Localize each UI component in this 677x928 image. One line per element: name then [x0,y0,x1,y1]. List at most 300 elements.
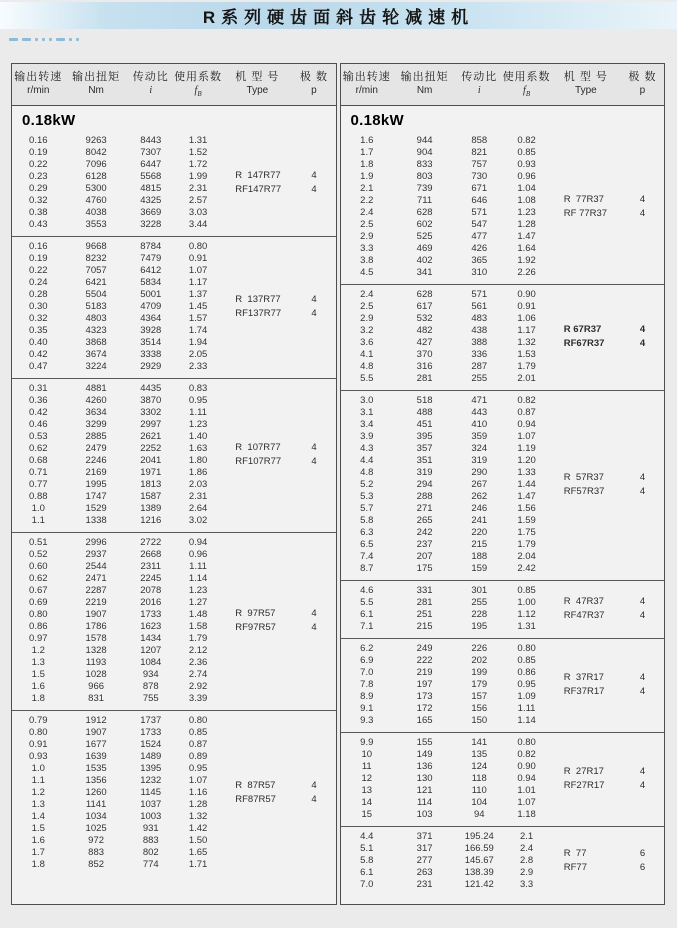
table-cell: 1.11 [189,561,207,572]
table-row [341,551,551,563]
table-row [341,207,551,219]
table-cell: 357 [416,443,433,454]
table-cell: 0.96 [517,171,536,182]
table-cell: 2.9 [360,313,374,324]
table-cell: 1912 [85,715,107,726]
table-cell: 602 [416,219,433,230]
table-cell: 5300 [85,183,107,194]
table-cell: 1.86 [188,467,208,478]
table-cell: 0.80 [517,643,536,654]
table-cell: 757 [471,159,488,170]
table-cell: 0.95 [188,395,208,406]
table-cell: 2041 [140,455,162,466]
table-cell: 1.00 [517,597,536,608]
table-cell: 1.47 [517,491,536,502]
table-row [341,231,551,243]
column-unit: Nm [416,84,433,96]
table-row [341,843,551,855]
table-cell: 1395 [140,763,162,774]
table-cell: 0.16 [29,241,48,252]
model-poles: 4 [311,308,317,319]
table-cell: 0.85 [517,147,536,158]
table-cell: 1.5 [31,823,45,834]
table-row [341,159,551,171]
table-cell: 0.24 [29,277,48,288]
model-name: R 77 [563,848,587,859]
table-cell: 410 [471,419,488,430]
table-cell: 1.20 [517,455,536,466]
table-cell: 1733 [140,727,162,738]
table-cell: 0.77 [29,479,48,490]
table-cell: 1737 [140,715,162,726]
table-cell: 0.60 [29,561,48,572]
table-cell: 195.24 [464,831,494,842]
table-cell: 1.3 [31,799,45,810]
model-row [551,338,664,350]
table-cell: 4.4 [360,831,374,842]
table-row [341,313,551,325]
table-cell: 2722 [140,537,162,548]
table-cell: 617 [416,301,433,312]
table-cell: 2544 [85,561,107,572]
table-cell: 1207 [140,645,162,656]
table-cell: 1.56 [517,503,536,514]
model-poles: 4 [639,338,646,349]
table-cell: 2.2 [360,195,374,206]
table-row [12,835,222,847]
page-title: R系列硬齿面斜齿轮减速机 [202,8,475,27]
model-poles: 4 [639,766,646,777]
table-cell: 8.9 [360,691,374,702]
table-row [12,479,222,491]
model-row [551,780,664,792]
table-cell: 2.8 [519,855,534,866]
table-row [341,219,551,231]
table-cell: 359 [471,431,488,442]
model-row [222,608,335,620]
table-cell: 1.74 [188,325,208,336]
table-cell: 0.95 [517,679,536,690]
table-cell: 0.94 [517,419,536,430]
table-cell: 5.5 [360,373,374,384]
model-poles: 4 [311,794,317,805]
table-row [341,737,551,749]
table-cell: 388 [471,337,488,348]
table-cell: 3514 [140,337,162,348]
model-poles: 4 [639,486,646,497]
table-cell: 4.5 [360,267,374,278]
table-cell: 3.3 [519,879,534,890]
table-cell: 9668 [85,241,107,252]
table-cell: 1434 [140,633,162,644]
table-cell: 12 [361,773,373,784]
model-row [222,170,335,182]
table-cell: 821 [471,147,488,158]
table-cell: 1529 [85,503,107,514]
table-cell: 561 [471,301,488,312]
spec-block [341,732,665,826]
model-row [551,672,664,684]
spec-block [341,284,665,390]
table-row [12,183,222,195]
model-poles: 4 [311,170,317,181]
column-unit: p [639,85,646,97]
table-cell: 883 [142,835,159,846]
table-cell: 2.4 [360,289,374,300]
table-cell: 1.53 [517,349,536,360]
table-row [341,419,551,431]
table-cell: 852 [88,859,105,870]
table-row [341,655,551,667]
table-cell: 0.40 [29,337,48,348]
table-cell: 4.4 [360,455,374,466]
model-poles: 6 [639,862,646,873]
table-row [12,715,222,727]
table-cell: 1.31 [188,135,208,146]
table-cell: 7096 [85,159,107,170]
table-cell: 1.9 [360,171,374,182]
model-row [222,184,335,196]
table-cell: 1.59 [517,515,536,526]
table-cell: 0.97 [29,633,48,644]
model-name: RF 77R37 [563,208,608,219]
table-cell: 2287 [85,585,107,596]
table-row [12,799,222,811]
table-cell: 802 [142,847,159,858]
table-row [12,219,222,231]
table-cell: 1.99 [188,171,208,182]
column-header-poles [621,71,664,97]
table-cell: 3.03 [188,207,208,218]
table-cell: 0.80 [29,609,48,620]
table-cell: 0.23 [29,171,48,182]
column-label: 极 数 [628,71,657,84]
table-cell: 3.1 [360,407,374,418]
table-cell: 0.28 [29,289,48,300]
table-cell: 1.23 [517,207,536,218]
table-cell: 287 [471,361,488,372]
page-header [0,2,677,29]
table-cell: 1677 [85,739,107,750]
table-cell: 5.7 [360,503,374,514]
table-cell: 1971 [140,467,162,478]
table-row [12,537,222,549]
table-cell: 4038 [85,207,107,218]
table-cell: 3.8 [360,255,374,266]
model-name: R 47R37 [563,596,604,607]
table-cell: 6128 [85,171,107,182]
table-cell: 9.9 [360,737,374,748]
table-cell: 4815 [140,183,162,194]
table-cell: 2.92 [188,681,208,692]
table-row [12,597,222,609]
table-row [341,361,551,373]
table-cell: 0.35 [29,325,48,336]
table-cell: 219 [416,667,433,678]
table-cell: 1995 [85,479,107,490]
table-cell: 262 [471,491,488,502]
table-row [12,159,222,171]
table-row [341,491,551,503]
model-row [551,208,664,220]
table-cell: 1.3 [31,657,45,668]
table-cell: 443 [471,407,488,418]
table-cell: 5001 [140,289,162,300]
model-row [551,686,664,698]
table-cell: 1.37 [188,289,208,300]
table-cell: 2937 [85,549,107,560]
table-cell: 3928 [140,325,162,336]
table-cell: 0.80 [29,727,48,738]
table-cell: 6.1 [360,609,374,620]
table-cell: 1.0 [31,763,45,774]
table-cell: 0.62 [29,573,48,584]
table-cell: 1.8 [31,693,45,704]
table-cell: 1.23 [188,419,208,430]
table-cell: 4.1 [360,349,374,360]
table-cell: 149 [416,749,433,760]
table-cell: 1535 [85,763,107,774]
table-cell: 471 [471,395,488,406]
table-cell: 1.52 [188,147,208,158]
table-cell: 228 [471,609,488,620]
table-row [12,313,222,325]
table-cell: 451 [416,419,433,430]
table-cell: 1216 [140,515,162,526]
table-cell: 319 [471,455,488,466]
table-header-left [12,64,336,106]
table-cell: 944 [416,135,433,146]
table-row [12,847,222,859]
table-cell: 0.67 [29,585,48,596]
table-cell: 2885 [85,431,107,442]
table-cell: 0.43 [29,219,48,230]
table-cell: 831 [88,693,105,704]
table-cell: 3299 [85,419,107,430]
table-cell: 1003 [140,811,162,822]
table-cell: 0.62 [29,443,48,454]
table-cell: 207 [416,551,433,562]
table-cell: 138.39 [464,867,494,878]
model-name: RF77 [563,862,587,873]
table-cell: 7.1 [360,621,374,632]
table-cell: 1.19 [517,443,536,454]
table-row [341,195,551,207]
table-cell: 4.6 [360,585,374,596]
table-cell: 251 [416,609,433,620]
table-cell: 1.09 [517,691,536,702]
table-row [341,301,551,313]
table-cell: 231 [416,879,433,890]
model-name: R 87R57 [235,780,276,791]
table-cell: 14 [361,797,373,808]
table-cell: 671 [471,183,488,194]
model-row [551,472,664,484]
table-row [12,301,222,313]
table-cell: 0.91 [517,301,536,312]
model-poles: 4 [639,610,646,621]
table-cell: 281 [416,597,433,608]
table-cell: 11 [361,761,372,772]
table-cell: 426 [471,243,488,254]
table-row [341,183,551,195]
table-cell: 2.26 [517,267,536,278]
table-cell: 2.01 [517,373,536,384]
table-cell: 1.16 [188,787,208,798]
table-cell: 1.48 [188,609,208,620]
table-cell: 1524 [140,739,162,750]
table-cell: 1389 [140,503,162,514]
table-header-right [341,64,665,106]
table-row [12,727,222,739]
table-cell: 3.6 [360,337,374,348]
table-cell: 2.64 [188,503,208,514]
model-poles: 4 [311,456,317,467]
table-cell: 755 [142,693,159,704]
table-row [12,775,222,787]
model-name: RF37R17 [563,686,605,697]
table-cell: 1.79 [517,539,536,550]
model-group [551,672,664,698]
table-cell: 1786 [85,621,107,632]
table-cell: 547 [471,219,488,230]
table-cell: 281 [416,373,433,384]
model-name: R 107R77 [235,442,281,453]
table-cell: 4260 [85,395,107,406]
table-cell: 0.86 [517,667,536,678]
model-row [551,324,664,336]
model-poles: 4 [311,780,317,791]
table-row [12,491,222,503]
model-poles: 4 [311,442,317,453]
table-cell: 2078 [140,585,162,596]
model-name: R 67R37 [563,324,602,335]
table-row [12,573,222,585]
table-cell: 1.79 [188,633,208,644]
table-cell: 0.90 [517,761,536,772]
table-row [341,879,551,891]
table-cell: 1.17 [517,325,536,336]
table-cell: 155 [416,737,433,748]
table-row [341,773,551,785]
model-poles: 4 [639,596,646,607]
table-row [12,503,222,515]
table-cell: 294 [416,479,433,490]
table-cell: 0.46 [29,419,48,430]
table-cell: 1.0 [31,503,45,514]
spec-block [12,378,336,532]
table-cell: 571 [471,207,488,218]
table-cell: 2.31 [188,491,208,502]
table-row [12,621,222,633]
table-cell: 2252 [140,443,162,454]
column-label: 使用系数 [502,70,551,83]
table-cell: 0.95 [188,763,208,774]
table-cell: 0.93 [29,751,48,762]
table-cell: 1.07 [188,265,208,276]
model-group [222,608,335,634]
column-label: 使用系数 [174,70,223,83]
table-cell: 934 [142,669,159,680]
table-row [341,643,551,655]
table-cell: 1.50 [188,835,208,846]
table-cell: 730 [471,171,488,182]
table-cell: 1193 [85,657,107,668]
model-row [222,780,335,792]
table-cell: 135 [471,749,488,760]
spec-block [12,710,336,876]
model-name: R 27R17 [563,766,604,777]
model-name: R 97R57 [235,608,276,619]
table-cell: 1.32 [188,811,208,822]
table-cell: 165 [416,715,433,726]
table-cell: 172 [416,703,433,714]
table-cell: 1145 [140,787,161,798]
model-row [551,848,664,860]
table-row [12,681,222,693]
table-cell: 104 [471,797,488,808]
table-row [341,337,551,349]
table-cell: 199 [471,667,488,678]
table-cell: 4435 [140,383,162,394]
table-cell: 0.79 [29,715,48,726]
table-cell: 1025 [85,823,107,834]
table-cell: 2621 [140,431,162,442]
table-cell: 0.96 [188,549,208,560]
table-cell: 427 [416,337,433,348]
table-cell: 6.3 [360,527,374,538]
table-cell: 1.79 [517,361,536,372]
table-cell: 1639 [85,751,107,762]
column-label: 输出转速 [342,70,391,83]
table-cell: 2.5 [360,301,374,312]
table-cell: 3.9 [360,431,374,442]
column-unit: Nm [88,84,104,96]
table-cell: 833 [416,159,433,170]
table-row [12,253,222,265]
model-name: RF137R77 [235,308,282,319]
table-cell: 0.91 [188,253,208,264]
table-cell: 317 [416,843,433,854]
table-cell: 310 [471,267,488,278]
column-header-service-factor [174,71,222,99]
model-row [222,622,335,634]
table-cell: 482 [416,325,433,336]
table-cell: 1.72 [188,159,208,170]
table-cell: 0.94 [517,773,536,784]
table-cell: 0.22 [29,159,48,170]
table-cell: 477 [471,231,488,242]
table-row [341,585,551,597]
table-cell: 2.03 [188,479,208,490]
table-row [12,325,222,337]
column-label: 输出扭矩 [72,70,121,83]
model-row [551,596,664,608]
table-cell: 2929 [140,361,162,372]
table-cell: 7479 [140,253,162,264]
table-cell: 0.31 [29,383,48,394]
model-name: RF147R77 [235,184,282,195]
table-row [12,265,222,277]
table-cell: 4803 [85,313,107,324]
table-cell: 525 [416,231,433,242]
table-cell: 7.0 [360,667,374,678]
table-cell: 0.82 [517,749,536,760]
table-cell: 904 [416,147,433,158]
table-row [341,527,551,539]
model-poles: 4 [639,472,646,483]
table-cell: 0.38 [29,207,48,218]
